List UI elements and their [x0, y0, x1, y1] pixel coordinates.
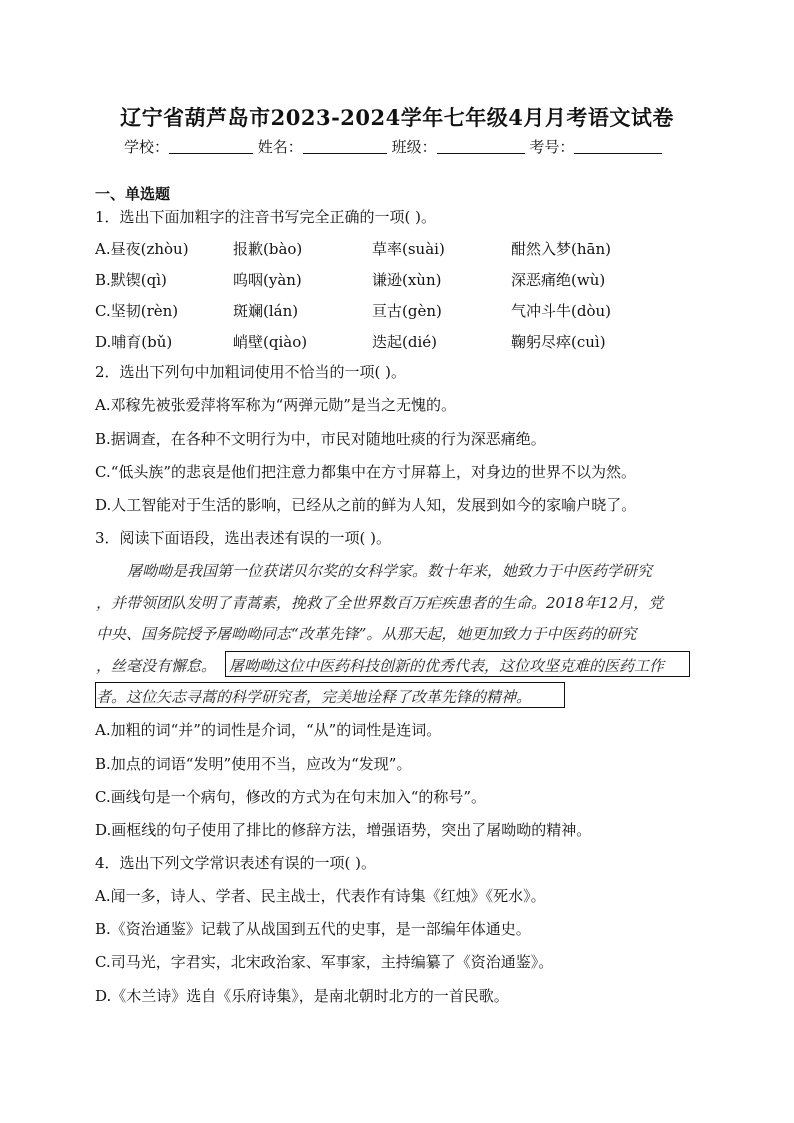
passage-line-2: ，并带领团队发明了青蒿素，挽救了全世界数百万疟疾患者的生命。2018年12月，党: [96, 594, 664, 612]
school-blank[interactable]: [169, 139, 253, 154]
q1-option-d-2: 峭壁(qiào): [233, 333, 308, 351]
q4-option-a: A.闻一多，诗人、学者、民主战士，代表作有诗集《红烛》《死水》。: [95, 887, 546, 905]
passage-line-6-framed: 者。这位矢志寻蒿的科学研究者，完美地诠释了改革先锋的精神。: [96, 688, 532, 706]
question-1-stem: 1．选出下面加粗字的注音书写完全正确的一项( )。: [95, 208, 437, 226]
q1-option-d-1: D.哺育(bǔ): [95, 333, 173, 351]
name-label: 姓名：: [257, 138, 303, 156]
q1-option-b-3: 谦逊(xùn): [372, 271, 442, 289]
q2-option-c: C.“低头族”的悲哀是他们把注意力都集中在方寸屏幕上，对身边的世界不以为然。: [95, 463, 637, 481]
question-4-stem: 4．选出下列文学常识表述有误的一项( )。: [95, 854, 377, 872]
q3-option-c: C.画线句是一个病句，修改的方式为在句末加入“的称号”。: [95, 788, 487, 806]
q3-option-b: B.加点的词语“发明”使用不当，应改为“发现”。: [95, 755, 412, 773]
q4-option-b: B.《资治通鉴》记载了从战国到五代的史事，是一部编年体通史。: [95, 920, 531, 938]
school-label: 学校：: [124, 138, 170, 156]
number-label: 考号：: [529, 138, 575, 156]
q1-option-c-1: C.坚韧(rèn): [95, 302, 179, 320]
passage-line-4: ，丝毫没有懈怠。: [96, 657, 217, 675]
student-info-line: [124, 136, 662, 157]
passage-line-1: 屠呦呦是我国第一位获诺贝尔奖的女科学家。数十年来，她致力于中医药学研究: [127, 562, 653, 580]
class-blank[interactable]: [437, 139, 525, 154]
exam-title: 辽宁省葫芦岛市2023-2024学年七年级4月月考语文试卷: [120, 105, 674, 130]
q1-option-a-1: A.昼夜(zhòu): [95, 240, 189, 258]
q1-option-b-4: 深恶痛绝(wù): [511, 271, 606, 289]
passage-line-5-framed: 屠呦呦这位中医药科技创新的优秀代表，这位攻坚克难的医药工作: [229, 657, 665, 675]
number-blank[interactable]: [574, 139, 662, 154]
q1-option-c-2: 斑斓(lán): [233, 302, 299, 320]
q2-option-d: D.人工智能对于生活的影响，已经从之前的鲜为人知，发展到如今的家喻户晓了。: [95, 496, 637, 514]
q1-option-c-3: 亘古(gèn): [372, 302, 442, 320]
q1-option-b-2: 呜咽(yàn): [233, 271, 302, 289]
q1-option-a-3: 草率(suài): [372, 240, 445, 258]
passage-line-3: 中央、国务院授予屠呦呦同志“改革先锋”。从那天起，她更加致力于中医药的研究: [96, 625, 637, 643]
q1-option-d-4: 鞠躬尽瘁(cuì): [511, 333, 606, 351]
class-label: 班级：: [391, 138, 437, 156]
name-blank[interactable]: [303, 139, 387, 154]
question-3-stem: 3．阅读下面语段，选出表述有误的一项( )。: [95, 529, 392, 547]
q4-option-c: C.司马光，字君实，北宋政治家、军事家，主持编纂了《资治通鉴》。: [95, 953, 554, 971]
question-2-stem: 2．选出下列句中加粗词使用不恰当的一项( )。: [95, 363, 407, 381]
q1-option-a-4: 酣然入梦(hān): [511, 240, 611, 258]
section-heading: 一、单选题: [95, 185, 171, 203]
q4-option-d: D.《木兰诗》选自《乐府诗集》，是南北朝时北方的一首民歌。: [95, 987, 509, 1005]
q1-option-b-1: B.默锲(qì): [95, 271, 167, 289]
q1-option-d-3: 迭起(dié): [372, 333, 437, 351]
q1-option-c-4: 气冲斗牛(dòu): [511, 302, 611, 320]
q2-option-b: B.据调查，在各种不文明行为中，市民对随地吐痰的行为深恶痛绝。: [95, 430, 546, 448]
q3-option-a: A.加粗的词“并”的词性是介词，“从”的词性是连词。: [95, 721, 442, 739]
q1-option-a-2: 报歉(bào): [233, 240, 303, 258]
q2-option-a: A.邓稼先被张爱萍将军称为“两弹元勋”是当之无愧的。: [95, 396, 456, 414]
q3-option-d: D.画框线的句子使用了排比的修辞方法，增强语势，突出了屠呦呦的精神。: [95, 821, 592, 839]
